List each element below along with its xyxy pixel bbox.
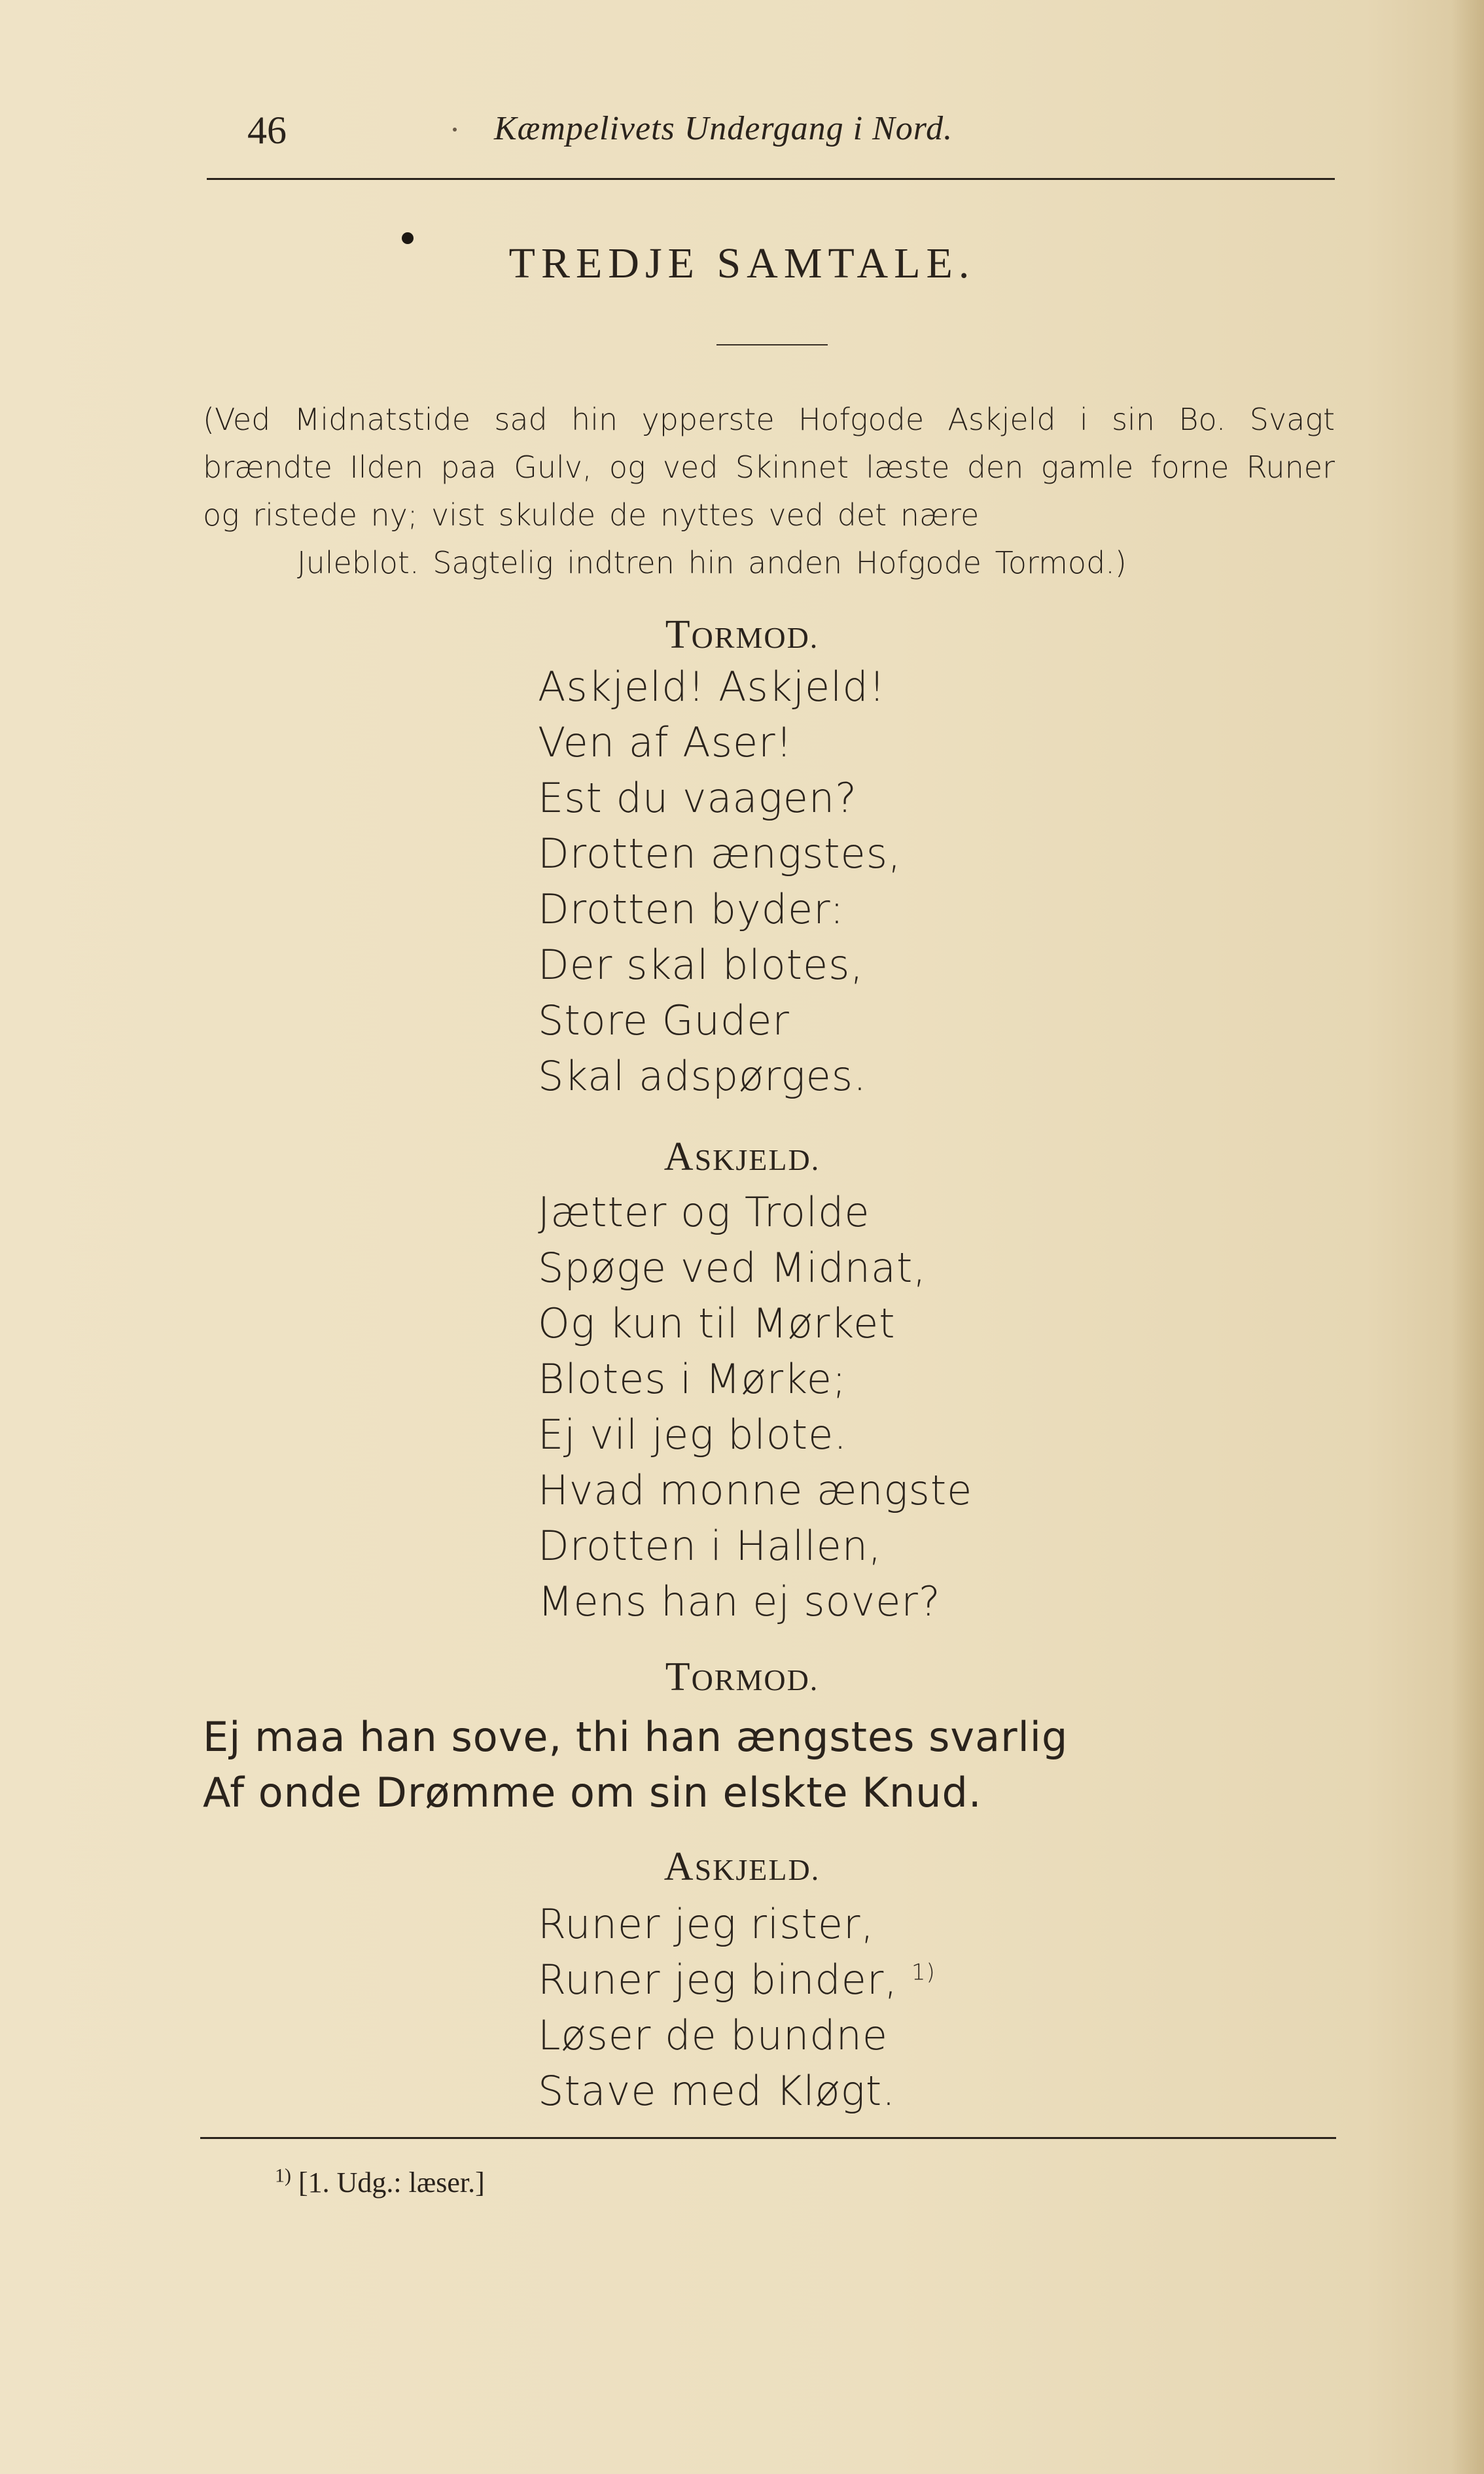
verse-line: Runer jeg rister, (538, 1900, 875, 1948)
verse-line: Og kun til Mørket (538, 1299, 896, 1347)
verse-line: Drotten byder: (538, 885, 845, 933)
speaker-heading (0, 1654, 1484, 1701)
verse-line: Ej vil jeg blote. (538, 1411, 847, 1458)
verse-block (538, 659, 902, 1104)
verse-line: Mens han ej sover? (538, 1578, 941, 1625)
speaker-heading (0, 1844, 1484, 1890)
speaker-initial: T (665, 612, 692, 657)
verse-line: Blotes i Mørke; (538, 1355, 847, 1403)
stage-direction-text: (Ved Midnatstide sad hin ypperste Hofgode Askjeld i sin Bo. Svagt brændte Ilden paa Gulv, og ved Skinnet læste den gamle forne Runer og ristede ny; vist skulde de nyttes ved det nære (203, 402, 1335, 533)
footnote-reference: 1) (911, 1959, 936, 1986)
verse-line: Hvad monne ængste (538, 1466, 973, 1514)
verse-line: Ven af Aser! (538, 718, 793, 766)
verse-line: Store Guder (538, 997, 790, 1044)
verse-block (538, 1896, 936, 2119)
footnote-mark: 1) (275, 2165, 291, 2187)
verse-line: Drotten i Hallen, (538, 1522, 882, 1570)
speaker-initial: T (665, 1655, 692, 1699)
footnote-rule (200, 2137, 1336, 2139)
verse-line: Askjeld! Askjeld! (538, 663, 886, 711)
verse-line: Stave med Kløgt. (538, 2067, 896, 2115)
verse-line: Der skal blotes, (538, 941, 864, 989)
section-title: TREDJE SAMTALE. (508, 239, 976, 287)
speaker-initial: A (663, 1845, 695, 1889)
footnote-text: [1. Udg.: læser.] (298, 2166, 485, 2199)
header-dot (453, 128, 457, 132)
page-number: 46 (247, 109, 287, 152)
verse-line: Af onde Drømme om sin elskte Knud. (203, 1769, 982, 1816)
speaker-name-rest: SKJELD. (694, 1853, 821, 1886)
verse-line: Spøge ved Midnat, (538, 1244, 927, 1292)
verse-line: Løser de bundne (538, 2011, 889, 2059)
verse-block (538, 1184, 972, 1629)
verse-line (538, 1952, 936, 2007)
title-rule (716, 344, 828, 345)
stage-direction-last-line: Juleblot. Sagtelig indtren hin anden Hofgode Tormod.) (297, 545, 1127, 580)
speaker-heading (0, 612, 1484, 658)
verse-line: Est du vaagen? (538, 774, 858, 822)
speaker-name-rest: SKJELD. (694, 1143, 821, 1176)
speaker-heading (0, 1134, 1484, 1180)
verse-block (203, 1709, 1068, 1820)
footnote (275, 2166, 485, 2199)
running-title: Kæmpelivets Undergang i Nord. (494, 110, 953, 147)
verse-line: Skal adspørges. (538, 1052, 867, 1100)
verse-line: Jætter og Trolde (538, 1188, 870, 1236)
running-header (0, 108, 1484, 167)
speaker-name-rest: ORMOD. (691, 621, 819, 654)
stage-direction (203, 396, 1335, 587)
verse-line: Ej maa han sove, thi han ængstes svarlig (203, 1713, 1069, 1761)
speaker-initial: A (663, 1135, 695, 1179)
page-edge-shadow (1451, 0, 1484, 2474)
verse-line: Drotten ængstes, (538, 830, 902, 877)
speaker-name-rest: ORMOD. (691, 1663, 819, 1697)
header-rule (207, 178, 1335, 180)
verse-line-text: Runer jeg binder, (538, 1956, 898, 2004)
